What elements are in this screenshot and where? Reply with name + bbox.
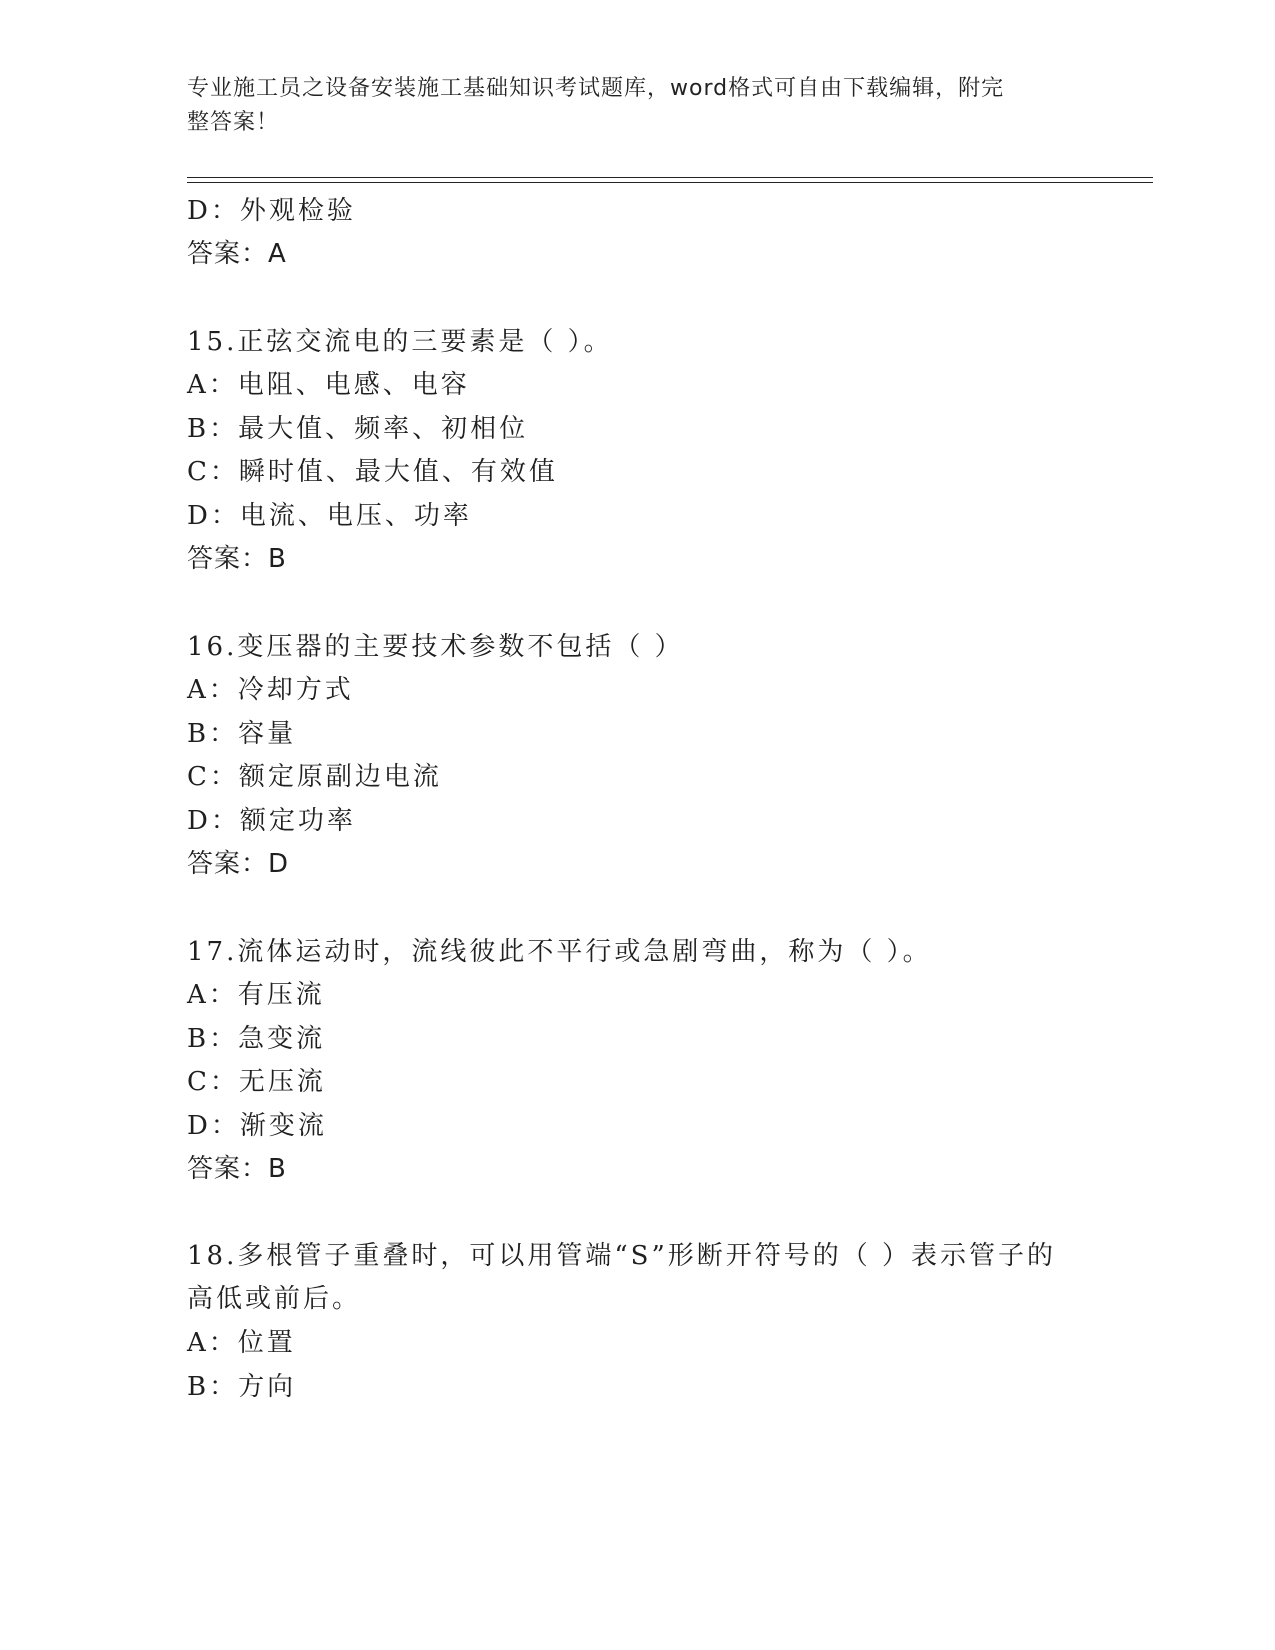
question-17-option-c: C：无压流 [187,1067,326,1097]
question-15-option-b: B：最大值、频率、初相位 [187,414,529,444]
question-16-stem: 16.变压器的主要技术参数不包括（ ） [187,632,684,662]
header-line-1: 专业施工员之设备安装施工基础知识考试题库，word格式可自由下载编辑，附完 [187,76,1005,101]
header-rule-top [187,177,1153,178]
page-header [187,72,1067,140]
question-15-option-c: C：瞬时值、最大值、有效值 [187,457,558,487]
question-18-stem-line-2: 高低或前后。 [187,1284,362,1314]
question-18-stem-line-1: 18.多根管子重叠时，可以用管端“S”形断开符号的（ ）表示管子的 [187,1241,1057,1271]
question-18-option-b: B：方向 [187,1372,297,1402]
question-17-option-b: B：急变流 [187,1024,326,1054]
question-16-answer: 答案：D [187,849,290,879]
question-17-answer: 答案：B [187,1154,287,1184]
answer-line: 答案：A [187,239,287,269]
question-17-stem: 17.流体运动时，流线彼此不平行或急剧弯曲，称为（ ）。 [187,937,932,967]
question-16-option-d: D：额定功率 [187,806,356,836]
header-rule-bottom [187,182,1153,183]
question-17-option-a: A：有压流 [187,980,325,1010]
question-18-option-a: A：位置 [187,1328,296,1358]
question-15-answer: 答案：B [187,544,287,574]
question-16-option-a: A：冷却方式 [187,675,354,705]
question-16-option-c: C：额定原副边电流 [187,762,442,792]
question-15-option-a: A：电阻、电感、电容 [187,370,470,400]
option-d: D：外观检验 [187,196,356,226]
question-15-stem: 15.正弦交流电的三要素是（ ）。 [187,327,613,357]
question-16-option-b: B：容量 [187,719,297,749]
question-15-option-d: D：电流、电压、功率 [187,501,472,531]
question-17-option-d: D：渐变流 [187,1111,327,1141]
header-line-2: 整答案！ [187,110,280,135]
